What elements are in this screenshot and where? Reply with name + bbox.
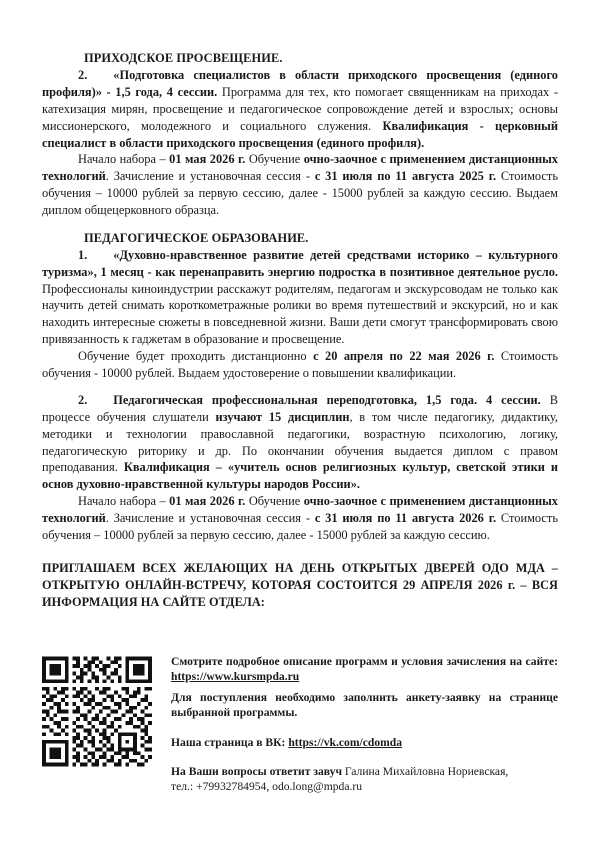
- open-day-announcement: ПРИГЛАШАЕМ ВСЕХ ЖЕЛАЮЩИХ НА ДЕНЬ ОТКРЫТЫХ ДВЕРЕЙ ОДО МДА – ОТКРЫТУЮ ОНЛАЙН-ВСТРЕЧУ, КОТОРАЯ СОСТОИТСЯ 29 АПРЕЛЯ 2026 г. – ВСЯ ИНФОРМАЦИЯ НА САЙТЕ ОТДЕЛА:: [42, 561, 558, 609]
- item-title-pedagogical-2: Педагогическая профессиональная переподготовка, 1,5 года. 4 сессии.: [113, 393, 541, 408]
- website-lead-text: Смотрите подробное описание программ и условия зачисления на сайте:: [171, 655, 558, 668]
- enroll-cost-ped1: Стоимость обучения - 10000 рублей. Выдаем удостоверение о повышении квалификации.: [42, 348, 558, 380]
- footer-contact-block: [42, 652, 558, 795]
- item-body-parish-2: Программа для тех, кто помогает священникам на приходах - катехизация мирян, просвещение и педагогическое сопровождение детей и взрослых; основы миссионерского, молодежного и социального служения.: [42, 85, 559, 133]
- enroll-mid2-parish: . Зачисление и установочная сессия -: [105, 169, 315, 184]
- item-body-a-ped2: В процессе обучения слушатели: [42, 393, 558, 425]
- item-number-pedagogical-2: 2.: [78, 393, 88, 408]
- enroll-mid-parish: Обучение: [245, 152, 304, 167]
- contact-separator: ,: [266, 780, 273, 794]
- paragraph-pedagogical-item1-title: [42, 247, 558, 348]
- item-qualification-ped2: Квалификация – «учитель основ религиозных культур, светской этики и основ духовно-нравственной культуры народов России».: [42, 460, 559, 492]
- item-number-pedagogical-1: 1.: [78, 247, 88, 262]
- enroll-lead-ped1: Обучение будет проходить дистанционно: [78, 348, 314, 363]
- paragraph-pedagogical-item2-enrollment: [42, 493, 558, 543]
- document-body: [42, 50, 558, 611]
- contact-details-column: [154, 652, 558, 795]
- item-disciplines-ped2: изучают 15 дисциплин: [215, 410, 350, 425]
- paragraph-parish-item-title: [42, 67, 558, 151]
- enroll-cost-ped2: Стоимость обучения – 10000 рублей за первую сессию, далее - 15000 рублей за каждую сессию.: [42, 510, 558, 542]
- qr-code-container[interactable]: [42, 652, 154, 768]
- section-heading-parish-education: ПРИХОДСКОЕ ПРОСВЕЩЕНИЕ.: [84, 51, 283, 65]
- vk-link[interactable]: https://vk.com/cdomda: [288, 735, 403, 749]
- item-body-b-ped2: , в том числе педагогику, дидактику, методики и технологии православной педагогики, возрастную психологию, логику, педагогическую риторику и др. По окончании обучения выдается диплом с правом преподавания.: [42, 410, 558, 475]
- enroll-date-ped2: 01 мая 2026 г.: [169, 494, 246, 509]
- paragraph-pedagogical-item1-enrollment: [42, 348, 558, 382]
- vk-lead-text: Наша страница в ВК:: [171, 735, 289, 749]
- enroll-cost-parish: Стоимость обучения – 10000 рублей за первую сессию, далее - 15000 рублей за каждую сессию. Выдаем диплом общецерковного образца.: [42, 169, 558, 217]
- phone-label: тел.:: [171, 780, 197, 794]
- enroll-lead-parish: Начало набора –: [78, 152, 170, 167]
- enroll-session-parish: с 31 июля по 11 августа 2025 г.: [314, 169, 497, 184]
- enroll-format-parish: очно-заочное с применением дистанционных технологий: [42, 152, 558, 184]
- item-title-parish-2: «Подготовка специалистов в области приходского просвещения (единого профиля)» - 1,5 года, 4 сессии.: [42, 68, 558, 100]
- enroll-mid2-ped2: . Зачисление и установочная сессия -: [105, 510, 315, 525]
- enroll-date-parish: 01 мая 2026 г.: [169, 152, 246, 167]
- enroll-date-ped1: с 20 апреля по 22 мая 2026 г.: [313, 348, 495, 363]
- item-qualification-parish-2: Квалификация - церковный специалист в области приходского просвещения (единого профиля).: [42, 118, 558, 150]
- email-address[interactable]: odo.long@mpda.ru: [272, 780, 363, 794]
- enroll-format-ped2: очно-заочное с применением дистанционных технологий: [42, 494, 558, 525]
- item-number-parish-2: 2.: [78, 68, 88, 83]
- section-heading-pedagogical-education: ПЕДАГОГИЧЕСКОЕ ОБРАЗОВАНИЕ.: [84, 230, 309, 245]
- contact-person-name: Галина Михайловна Нориевская,: [344, 765, 509, 779]
- enroll-lead-ped2: Начало набора –: [78, 494, 170, 509]
- enroll-mid-ped2: Обучение: [245, 494, 304, 509]
- vk-line: [171, 735, 558, 750]
- paragraph-parish-enrollment: [42, 151, 558, 218]
- contact-phone-email-line: [171, 779, 558, 794]
- qr-code-icon[interactable]: [42, 655, 152, 768]
- website-link[interactable]: https://www.kursmpda.ru: [171, 670, 300, 684]
- application-note: Для поступления необходимо заполнить анкету-заявку на странице выбранной программы.: [171, 690, 558, 720]
- item-title-pedagogical-1: «Духовно-нравственное развитие детей средствами историко – культурного туризма», 1 месяц - как перенаправить энергию подростка в позитивное деятельное русло.: [42, 247, 558, 279]
- contact-lead-text: На Ваши вопросы ответит завуч: [171, 765, 345, 779]
- item-body-pedagogical-1: Профессионалы киноиндустрии расскажут родителям, педагогам и экскурсоводам не только как научить детей снимать короткометражные ролики во время путешествий и экскурсий, но и как находить интересные сюжеты в повседневной жизни. Ваши дети смогут трансформировать свою привязанность к гаджетам в образование и просвещение.: [42, 281, 558, 346]
- website-line: [171, 654, 558, 685]
- enroll-session-ped2: с 31 июля по 11 августа 2026 г.: [314, 510, 497, 525]
- contact-person-line: [171, 764, 558, 779]
- phone-number[interactable]: +79932784954: [196, 780, 267, 794]
- paragraph-pedagogical-item2-title: [42, 392, 558, 493]
